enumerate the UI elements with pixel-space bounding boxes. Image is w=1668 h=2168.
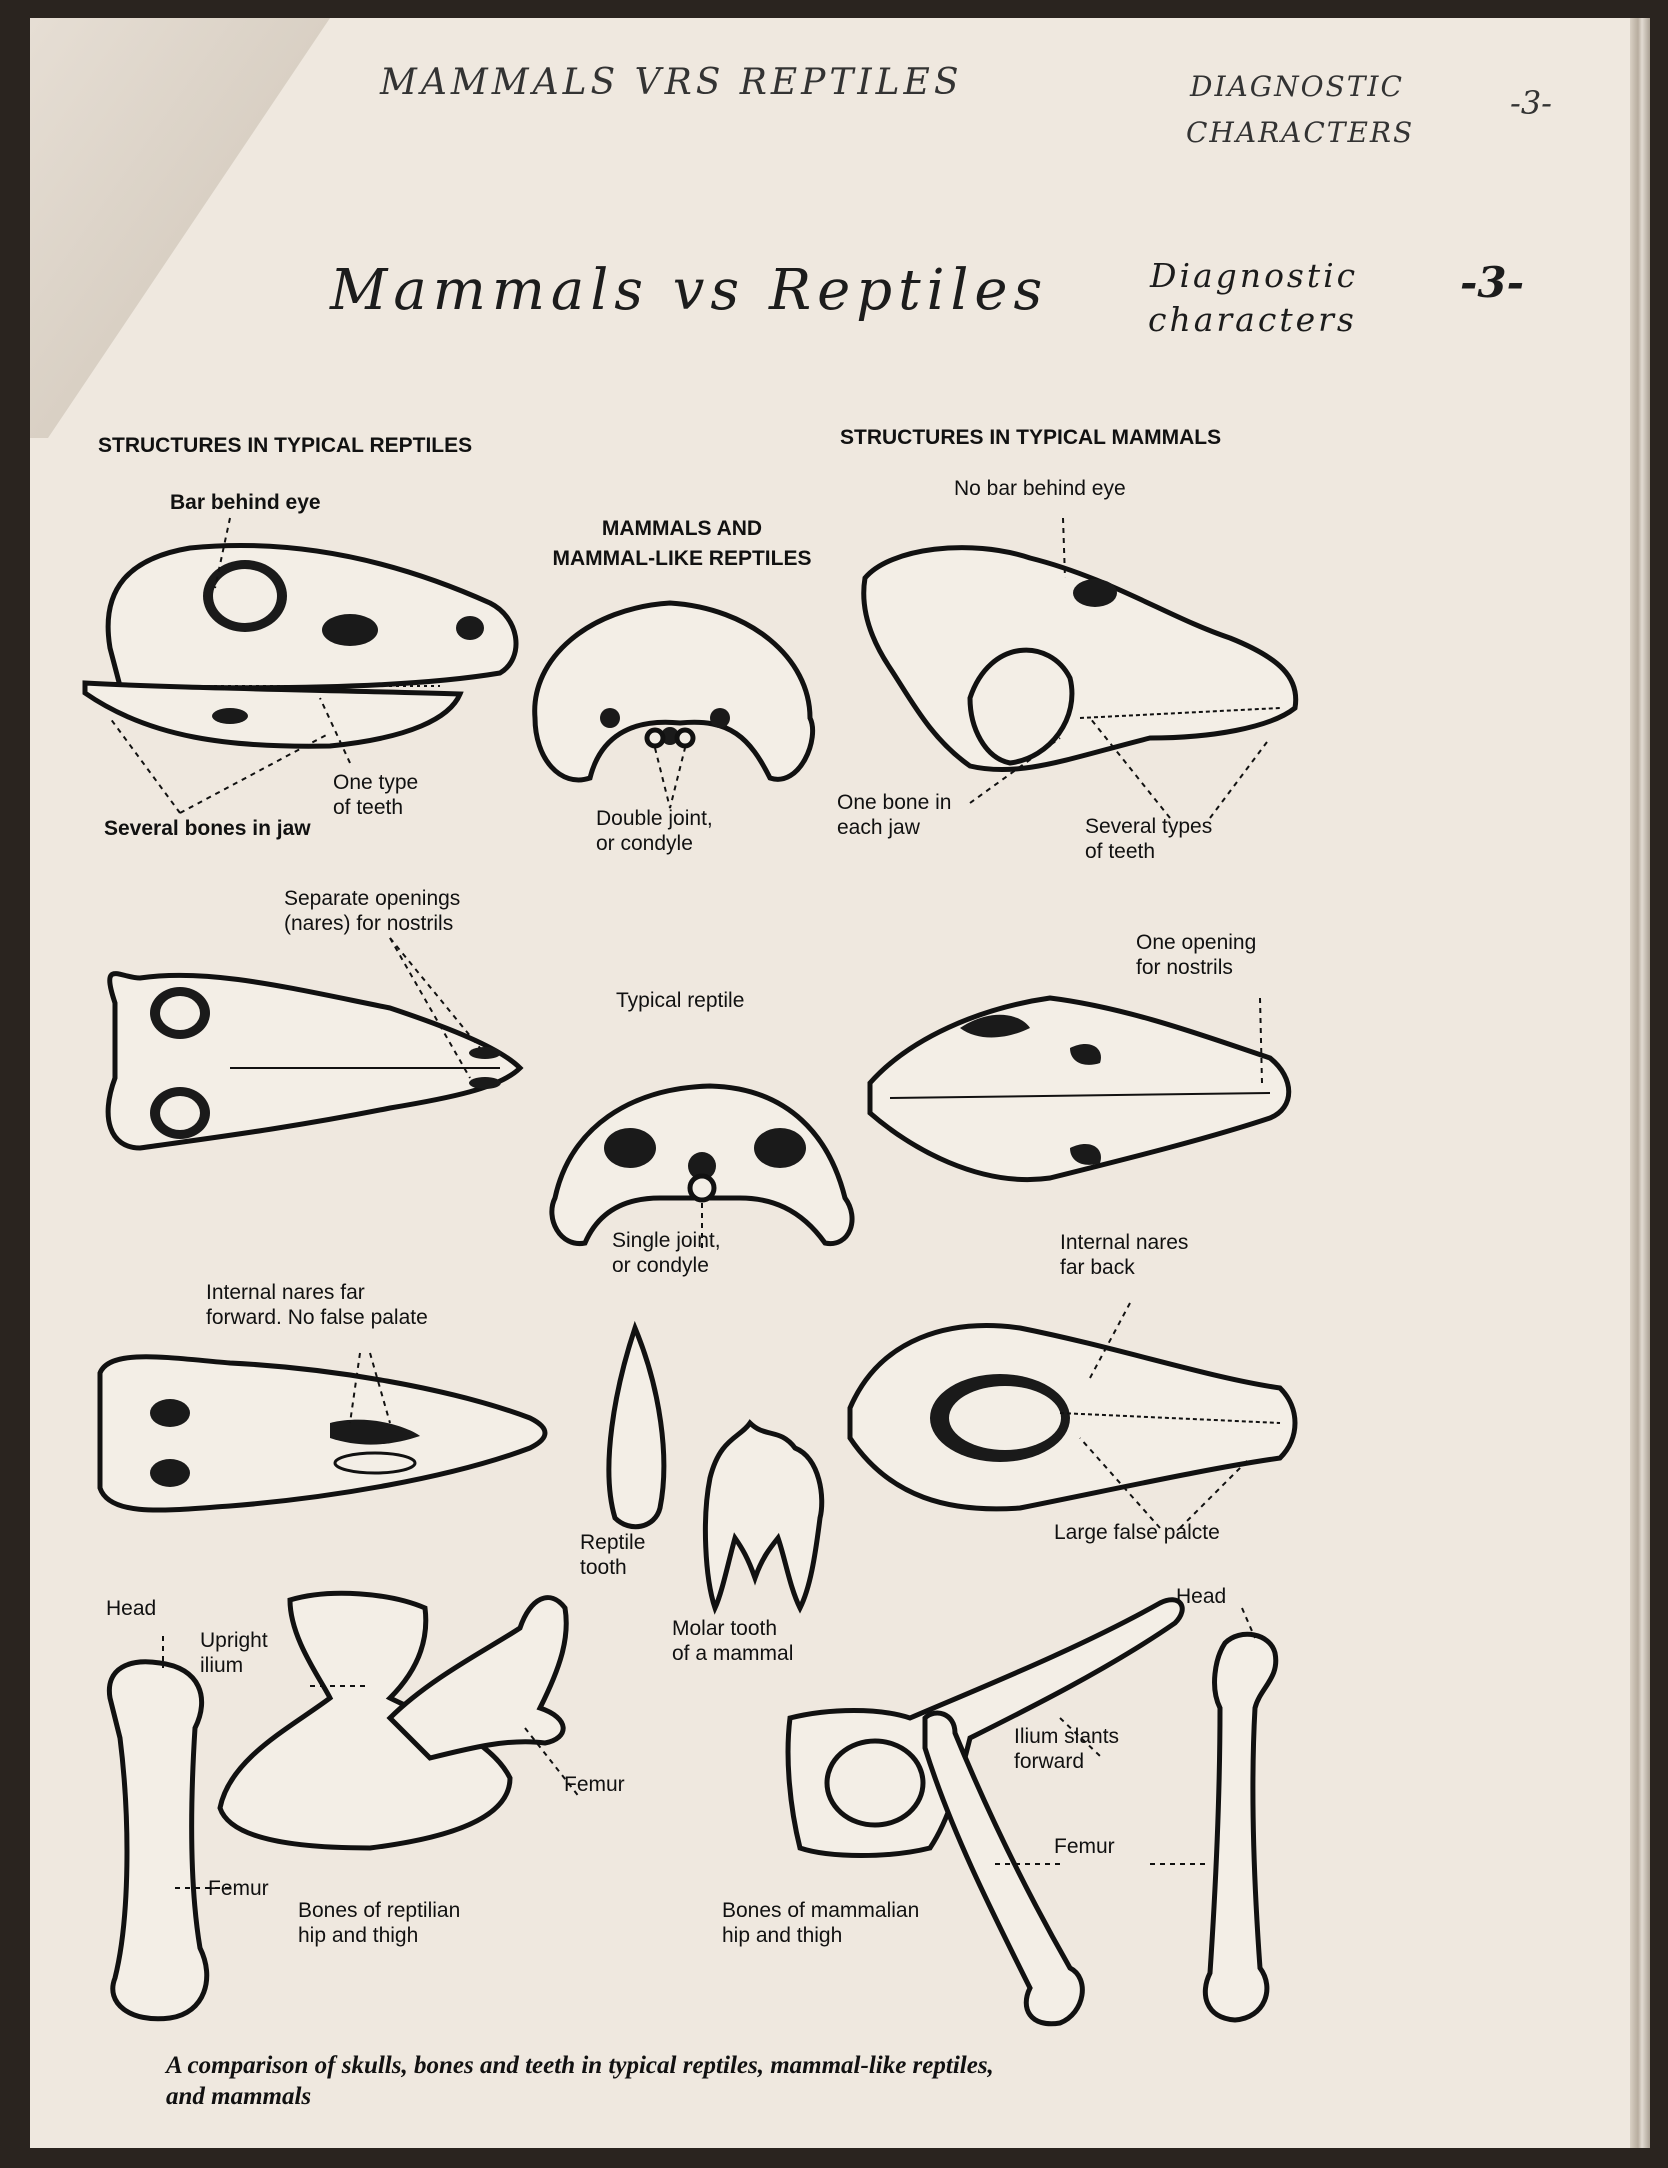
reptile-tooth [609, 1328, 664, 1527]
label-head-right: Head [1176, 1585, 1227, 1608]
mammal-femur [1205, 1608, 1275, 2020]
label-femur-mammal: Femur [1054, 1835, 1115, 1858]
label-ilium-slants: Ilium slants forward [1014, 1725, 1120, 1773]
reptile-hip [220, 1593, 580, 1848]
molar-tooth [705, 1423, 821, 1608]
main-header-title: Mammals vs Reptiles [330, 258, 1049, 323]
label-several-types-teeth: Several types of teeth [1085, 815, 1213, 863]
top-header-subtitle-1: DIAGNOSTIC [1190, 70, 1404, 103]
comparison-illustrations [30, 18, 1650, 2148]
mammal-skull-side [864, 518, 1296, 818]
top-header-subtitle-2: CHARACTERS [1186, 116, 1415, 149]
label-femur-reptile-hip: Femur [564, 1773, 625, 1796]
main-header-subtitle-1: Diagnostic [1150, 256, 1359, 295]
mammal-skull-top [870, 998, 1289, 1180]
label-reptile-tooth: Reptile tooth [580, 1531, 646, 1579]
label-upright-ilium: Upright ilium [200, 1629, 268, 1677]
mammal-hip [788, 1600, 1210, 2024]
top-header-page-number: -3- [1510, 84, 1552, 122]
label-internal-nares-back: Internal nares far back [1060, 1231, 1189, 1279]
label-one-bone-jaw: One bone in each jaw [837, 791, 952, 839]
reptile-skull-side [85, 518, 516, 813]
mammals-heading: STRUCTURES IN TYPICAL MAMMALS [840, 426, 1222, 449]
top-header-title: MAMMALS VRS REPTILES [380, 62, 963, 103]
label-femur-reptile-bone: Femur [208, 1877, 269, 1900]
reptile-femur [109, 1636, 230, 2019]
middle-heading: MAMMALS AND MAMMAL-LIKE REPTILES [552, 517, 812, 570]
reptile-skull-top [108, 938, 520, 1148]
reptiles-heading: STRUCTURES IN TYPICAL REPTILES [98, 434, 473, 457]
label-molar-tooth: Molar tooth of a mammal [672, 1617, 794, 1665]
label-double-joint: Double joint, or condyle [596, 807, 713, 855]
label-several-bones-jaw: Several bones in jaw [104, 817, 311, 840]
figure-caption: A comparison of skulls, bones and teeth in typical reptiles, mammal-like reptiles, and mammals [166, 2052, 994, 2110]
label-separate-openings: Separate openings (nares) for nostrils [284, 887, 461, 935]
label-bones-reptilian: Bones of reptilian hip and thigh [298, 1899, 461, 1947]
label-head-left: Head [106, 1597, 157, 1620]
reptile-occipital [552, 1086, 852, 1248]
label-large-false-palate: Large false palcte [1054, 1521, 1220, 1544]
main-header-page-number: -3- [1460, 258, 1525, 307]
label-no-bar-behind-eye: No bar behind eye [954, 477, 1126, 500]
mammal-occipital [535, 603, 813, 808]
label-typical-reptile: Typical reptile [616, 989, 745, 1012]
label-bar-behind-eye: Bar behind eye [170, 491, 321, 514]
label-bones-mammalian: Bones of mammalian hip and thigh [722, 1899, 920, 1947]
label-one-type-teeth: One type of teeth [333, 771, 419, 819]
label-one-opening: One opening for nostrils [1136, 931, 1257, 979]
mammal-palate [850, 1303, 1295, 1528]
main-header-subtitle-2: characters [1148, 300, 1357, 339]
label-single-joint: Single joint, or condyle [612, 1229, 721, 1277]
reptile-palate [100, 1353, 545, 1510]
document-page [30, 18, 1650, 2148]
label-internal-nares-forward: Internal nares far forward. No false palate [206, 1281, 428, 1329]
